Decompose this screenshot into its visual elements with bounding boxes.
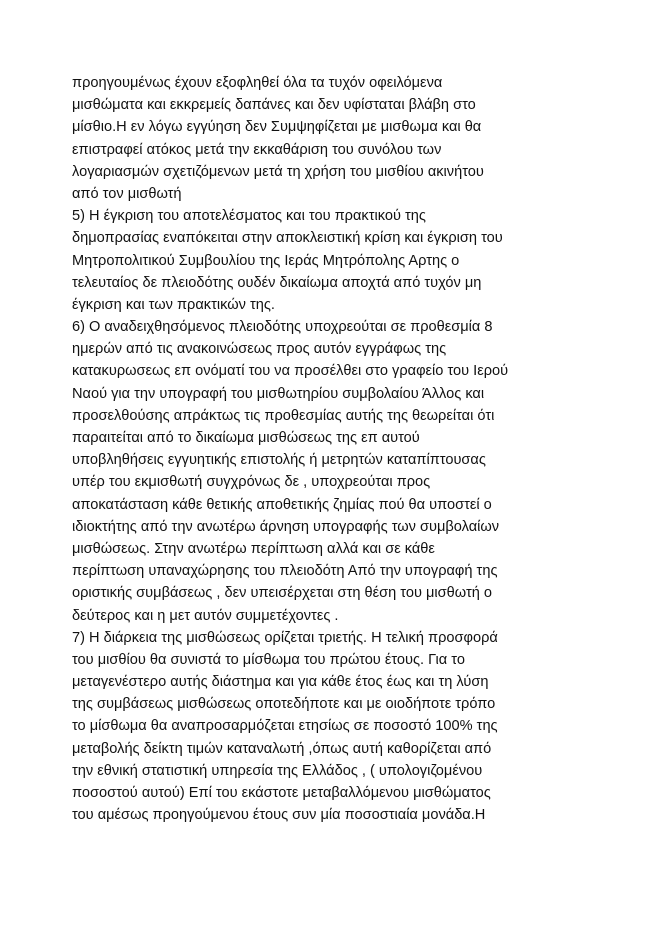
- text-line: παραιτείται από το δικαίωμα μισθώσεως της επ αυτού: [72, 430, 420, 446]
- text-line: υποβληθήσεις εγγυητικής επιστολής ή μετρητών καταπίπτουσας: [72, 452, 486, 469]
- text-line: μεταγενέστερο αυτής διάστημα και για κάθε έτος έως και τη λύση: [72, 674, 489, 691]
- paragraph-5-start: 5) Η έγκριση του αποτελέσματος και του πρακτικού της: [72, 208, 426, 225]
- text-line: Μητροπολιτικού Συμβουλίου της Ιεράς Μητρόπολης Αρτης ο: [72, 252, 460, 269]
- text-line: τελευταίος δε πλειοδότης ουδέν δικαίωμα αποχτά από τυχόν μη: [72, 274, 482, 291]
- text-line: μισθώσεως. Στην ανωτέρω περίπτωση αλλά και σε κάθε: [72, 540, 435, 557]
- text-line: Ναού για την υπογραφή του μισθωτηρίου συμβολαίου Άλλος και: [72, 385, 485, 402]
- text-line: ποσοστού αυτού) Επί του εκάστοτε μεταβαλλόμενου μισθώματος: [72, 785, 491, 801]
- paragraph-6-start: 6) Ο αναδειχθησόμενος πλειοδότης υποχρεούται σε προθεσμία 8: [72, 319, 493, 336]
- document-body-text: [72, 72, 592, 826]
- text-line: προηγουμένως έχουν εξοφληθεί όλα τα τυχόν οφειλόμενα: [72, 75, 443, 91]
- text-line: κατακυρωσεως επ ονόματί του να προσέλθει στο γραφείο του Ιερού: [72, 363, 509, 380]
- text-line: μίσθιο.Η εν λόγω εγγύηση δεν Συμψηφίζεται με μισθωμα και θα: [72, 119, 482, 136]
- text-line: επιστραφεί ατόκος μετά την εκκαθάριση του συνόλου των: [72, 141, 442, 158]
- text-line: του αμέσως προηγούμενου έτους συν μία ποσοστιαία μονάδα.Η: [72, 807, 486, 824]
- text-line: μισθώματα και εκκρεμείς δαπάνες και δεν υφίσταται βλάβη στο: [72, 97, 476, 114]
- text-line: ημερών από τις ανακοινώσεως προς αυτόν εγγράφως της: [72, 341, 447, 358]
- text-line: από τον μισθωτή: [72, 185, 182, 202]
- paragraph-7-start: 7) Η διάρκεια της μισθώσεως ορίζεται τριετής. Η τελική προσφορά: [72, 629, 498, 646]
- text-line: δεύτερος και η μετ αυτόν συμμετέχοντες .: [72, 607, 339, 624]
- text-line: αποκατάσταση κάθε θετικής αποθετικής ζημίας πού θα υποστεί ο: [72, 496, 492, 513]
- text-line: οριστικής συμβάσεως , δεν υπεισέρχεται στη θέση του μισθωτή ο: [72, 585, 493, 602]
- text-line: υπέρ του εκμισθωτή συγχρόνως δε , υποχρεούται προς: [72, 474, 431, 491]
- text-line: δημοπρασίας εναπόκειται στην αποκλειστική κρίση και έγκριση του: [72, 230, 503, 247]
- text-line: ιδιοκτήτης από την ανωτέρω άρνηση υπογραφής των συμβολαίων: [72, 518, 500, 535]
- text-line: προσελθούσης απράκτως τις προθεσμίας αυτής της θεωρείται ότι: [72, 407, 495, 424]
- text-line: μεταβολής δείκτη τιμών καταναλωτή ,όπως αυτή καθορίζεται από: [72, 740, 492, 757]
- text-line: περίπτωση υπαναχώρησης του πλειοδότη Από την υπογραφή της: [72, 563, 498, 580]
- text-line: την εθνική στατιστική υπηρεσία της Ελλάδος , ( υπολογιζομένου: [72, 762, 483, 779]
- text-line: το μίσθωμα θα αναπροσαρμόζεται ετησίως σε ποσοστό 100% της: [72, 718, 498, 735]
- text-line: λογαριασμών σχετιζόμενων μετά τη χρήση του μισθίου ακινήτου: [72, 163, 484, 180]
- text-line: έγκριση και των πρακτικών της.: [72, 296, 275, 313]
- text-line: της συμβάσεως μισθώσεως οποτεδήποτε και με οιοδήποτε τρόπο: [72, 696, 496, 713]
- text-line: του μισθίου θα συνιστά το μίσθωμα του πρώτου έτους. Για το: [72, 651, 465, 668]
